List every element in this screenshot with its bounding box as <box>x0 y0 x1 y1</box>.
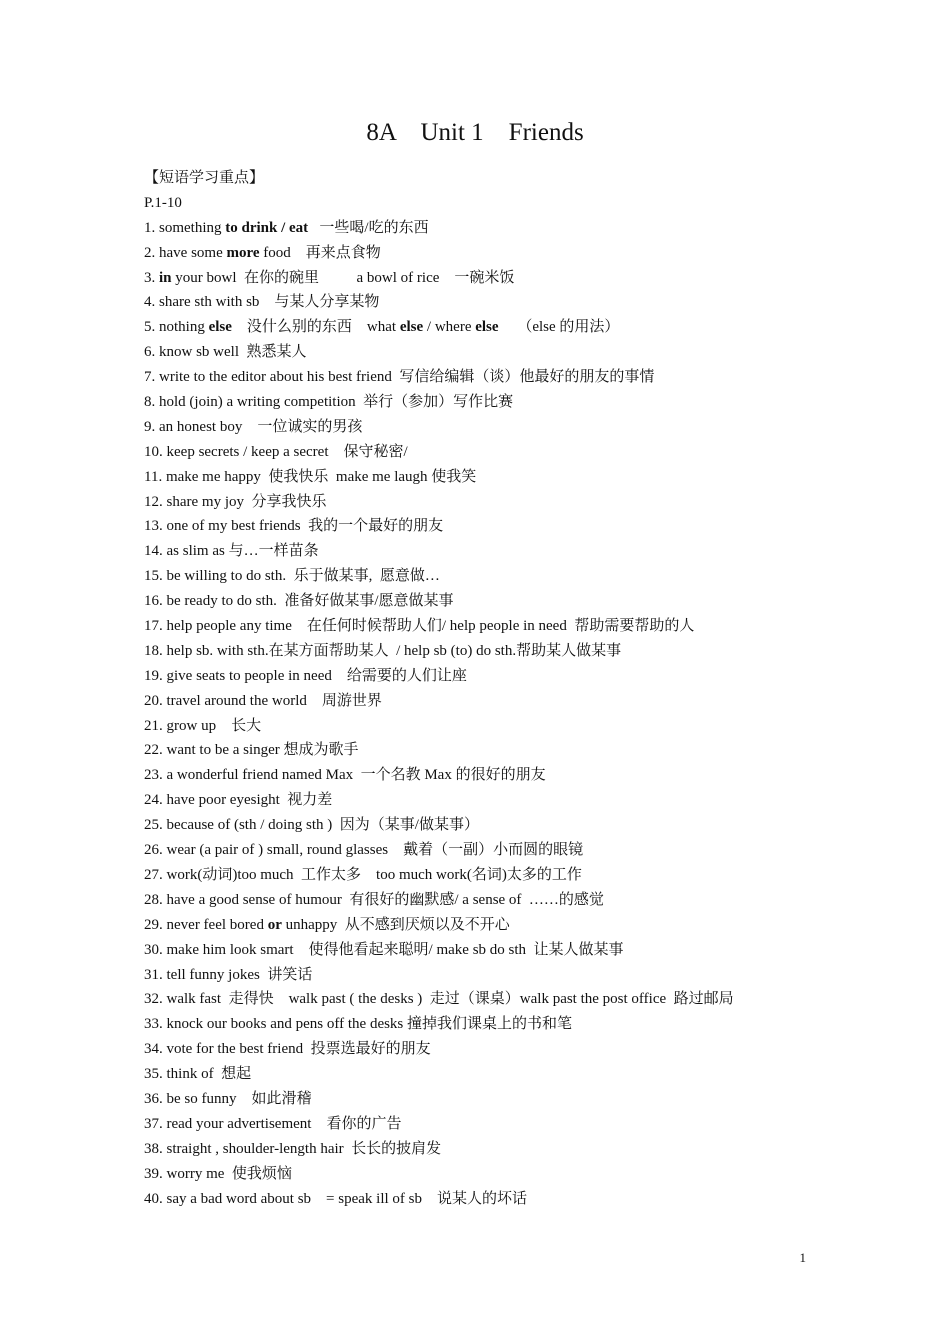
phrase-item <box>144 1112 844 1137</box>
phrase-text: 4. share sth with sb 与某人分享某物 <box>144 294 380 311</box>
phrase-text: 10. keep secrets / keep a secret 保守秘密/ <box>144 443 408 460</box>
phrase-text: 8. hold (join) a writing competition 举行（参加）写作比赛 <box>144 394 514 411</box>
phrase-text: 11. make me happy 使我快乐 make me laugh 使我笑 <box>144 468 477 485</box>
phrase-item <box>144 589 844 614</box>
phrase-text: 36. be so funny 如此滑稽 <box>144 1090 312 1107</box>
phrase-emphasis: else <box>208 319 232 336</box>
page-number: 1 <box>799 1250 806 1265</box>
page-title: 8A Unit 1 Friends <box>366 119 584 146</box>
phrase-item <box>144 614 844 639</box>
phrase-emphasis: more <box>226 244 260 261</box>
phrase-text: 7. write to the editor about his best friend 写信给编辑（谈）他最好的朋友的事情 <box>144 369 655 386</box>
phrase-item <box>144 514 844 539</box>
phrase-text: 25. because of (sth / doing sth ) 因为（某事/做某事） <box>144 817 479 834</box>
phrase-item <box>144 738 844 763</box>
phrase-text: 21. grow up 长大 <box>144 717 262 734</box>
phrase-text: 13. one of my best friends 我的一个最好的朋友 <box>144 518 444 535</box>
phrase-text: 9. an honest boy 一位诚实的男孩 <box>144 418 363 435</box>
phrase-text: 14. as slim as 与…一样苗条 <box>144 543 319 560</box>
phrase-item <box>144 241 844 266</box>
phrase-text: 40. say a bad word about sb = speak ill of sb 说某人的坏话 <box>144 1190 527 1207</box>
phrase-text: 12. share my joy 分享我快乐 <box>144 493 327 510</box>
phrase-item <box>144 1187 844 1212</box>
phrase-item <box>144 1012 844 1037</box>
phrase-text: 33. knock our books and pens off the desks 撞掉我们课桌上的书和笔 <box>144 1016 573 1033</box>
phrase-text: unhappy 从不感到厌烦以及不开心 <box>281 916 510 933</box>
phrase-item <box>144 564 844 589</box>
phrase-text: 20. travel around the world 周游世界 <box>144 692 382 709</box>
phrase-item <box>144 539 844 564</box>
phrase-emphasis: to drink / eat <box>225 219 309 236</box>
phrase-items <box>144 216 844 1212</box>
phrase-item <box>144 987 844 1012</box>
phrase-text: 6. know sb well 熟悉某人 <box>144 344 307 361</box>
phrase-item <box>144 490 844 515</box>
phrase-item <box>144 340 844 365</box>
phrase-emphasis: else <box>475 319 499 336</box>
phrase-item <box>144 290 844 315</box>
phrase-item <box>144 788 844 813</box>
phrase-text: 29. never feel bored <box>144 916 268 933</box>
phrase-text: 30. make him look smart 使得他看起来聪明/ make sb do sth 让某人做某事 <box>144 941 624 958</box>
phrase-emphasis: in <box>159 269 172 286</box>
phrase-item <box>144 813 844 838</box>
phrase-text: 19. give seats to people in need 给需要的人们让座 <box>144 667 467 684</box>
phrase-item <box>144 315 844 340</box>
phrase-text: 3. <box>144 269 159 286</box>
phrase-text: 16. be ready to do sth. 准备好做某事/愿意做某事 <box>144 593 454 610</box>
phrase-item <box>144 1137 844 1162</box>
phrase-item <box>144 1162 844 1187</box>
phrase-text: 38. straight , shoulder-length hair 长长的披肩发 <box>144 1140 442 1157</box>
phrase-item <box>144 266 844 291</box>
phrase-list <box>144 166 844 1211</box>
section-heading: 【短语学习重点】 <box>144 170 265 186</box>
phrase-item <box>144 913 844 938</box>
phrase-text: 34. vote for the best friend 投票选最好的朋友 <box>144 1041 431 1058</box>
phrase-text: your bowl 在你的碗里 a bowl of rice 一碗米饭 <box>171 269 515 286</box>
phrase-item <box>144 938 844 963</box>
phrase-text: 37. read your advertisement 看你的广告 <box>144 1115 402 1132</box>
phrase-text: 17. help people any time 在任何时候帮助人们/ help people in need 帮助需要帮助的人 <box>144 618 695 635</box>
phrase-text: 26. wear (a pair of ) small, round glasses 戴着（一副）小而圆的眼镜 <box>144 842 584 859</box>
phrase-emphasis: else <box>399 319 424 336</box>
phrase-item <box>144 963 844 988</box>
phrase-item <box>144 763 844 788</box>
phrase-item <box>144 664 844 689</box>
phrase-item <box>144 838 844 863</box>
phrase-text: 23. a wonderful friend named Max 一个名教 Max 的很好的朋友 <box>144 767 546 784</box>
phrase-text: 15. be willing to do sth. 乐于做某事, 愿意做… <box>144 568 440 585</box>
phrase-emphasis: or <box>267 916 282 933</box>
phrase-item <box>144 216 844 241</box>
phrase-text: food 再来点食物 <box>259 244 381 261</box>
phrase-text: 1. something <box>144 219 226 236</box>
phrase-text: 35. think of 想起 <box>144 1066 252 1083</box>
phrase-item <box>144 465 844 490</box>
phrase-text: 24. have poor eyesight 视力差 <box>144 792 333 809</box>
page-range: P.1-10 <box>144 194 182 211</box>
phrase-text: 31. tell funny jokes 讲笑话 <box>144 966 313 983</box>
phrase-text: 一些喝/吃的东西 <box>308 219 429 236</box>
phrase-item <box>144 440 844 465</box>
phrase-text: 5. nothing <box>144 319 209 336</box>
phrase-text: 28. have a good sense of humour 有很好的幽默感/ a sense of ……的感觉 <box>144 891 604 908</box>
phrase-text: / where <box>423 319 476 336</box>
phrase-item <box>144 888 844 913</box>
phrase-item <box>144 365 844 390</box>
phrase-item <box>144 639 844 664</box>
phrase-item <box>144 415 844 440</box>
phrase-text: （else 的用法） <box>498 319 620 336</box>
phrase-text: 39. worry me 使我烦恼 <box>144 1165 292 1182</box>
phrase-text: 22. want to be a singer 想成为歌手 <box>144 742 359 759</box>
phrase-text: 27. work(动词)too much 工作太多 too much work(名词)太多的工作 <box>144 866 582 883</box>
phrase-item <box>144 1062 844 1087</box>
phrase-text: 2. have some <box>144 244 227 261</box>
phrase-item <box>144 714 844 739</box>
phrase-item <box>144 390 844 415</box>
phrase-item <box>144 1037 844 1062</box>
phrase-text: 18. help sb. with sth.在某方面帮助某人 / help sb (to) do sth.帮助某人做某事 <box>144 642 622 659</box>
phrase-item <box>144 1087 844 1112</box>
phrase-text: 32. walk fast 走得快 walk past ( the desks ) 走过（课桌）walk past the post office 路过邮局 <box>144 991 734 1008</box>
phrase-item <box>144 689 844 714</box>
phrase-item <box>144 863 844 888</box>
phrase-text: 没什么别的东西 what <box>231 319 400 336</box>
